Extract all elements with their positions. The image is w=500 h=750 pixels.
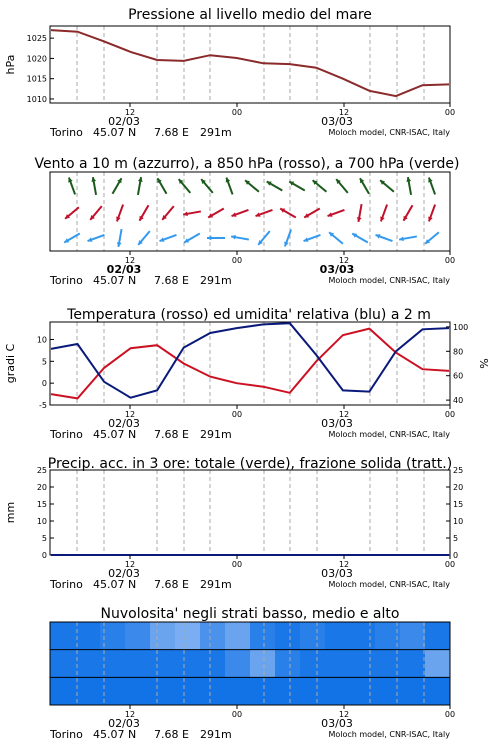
time-tick-label: 00 bbox=[444, 410, 456, 419]
y2-tick-label: 20 bbox=[453, 483, 464, 492]
cloud-cell-medio bbox=[225, 650, 251, 678]
cloud-cell-alto bbox=[225, 622, 251, 650]
wind-arrow-10m bbox=[329, 232, 343, 244]
temperature-line bbox=[51, 329, 449, 399]
y-tick-label: 5 bbox=[41, 534, 47, 543]
date-label: 03/03 bbox=[321, 417, 353, 430]
wind-arrow-700hPa bbox=[406, 177, 411, 195]
y-tick-label: 10 bbox=[36, 335, 47, 345]
cloud-cell-alto bbox=[75, 622, 101, 650]
cloud-cell-basso bbox=[50, 677, 76, 705]
cloud-cell-medio bbox=[200, 650, 226, 678]
y-axis-label: gradi C bbox=[4, 343, 17, 384]
cloud-cell-alto bbox=[350, 622, 376, 650]
chart-title-5: Nuvolosita' negli strati basso, medio e alto bbox=[100, 606, 400, 622]
wind-arrow-700hPa bbox=[158, 178, 167, 194]
wind-arrow-10m bbox=[399, 236, 417, 241]
cloud-cell-medio bbox=[50, 650, 76, 678]
station-lat: 45.07 N bbox=[93, 428, 137, 441]
station-lat: 45.07 N bbox=[93, 126, 137, 139]
time-tick-label: 12 bbox=[338, 560, 350, 569]
time-tick-label: 00 bbox=[444, 256, 456, 265]
wind-arrow-10m bbox=[184, 234, 200, 243]
y-tick-label: 1015 bbox=[26, 74, 47, 84]
station-lat: 45.07 N bbox=[93, 728, 137, 741]
cloud-cell-alto bbox=[200, 622, 226, 650]
wind-arrow-850hPa bbox=[116, 205, 123, 222]
y-tick-label: -5 bbox=[39, 401, 47, 410]
model-credit: Moloch model, CNR-ISAC, Italy bbox=[328, 430, 450, 439]
station-elev: 291m bbox=[200, 428, 232, 441]
cloud-cell-medio bbox=[400, 650, 426, 678]
wind-arrow-10m bbox=[376, 234, 393, 241]
model-credit: Moloch model, CNR-ISAC, Italy bbox=[328, 580, 450, 589]
model-credit: Moloch model, CNR-ISAC, Italy bbox=[328, 128, 450, 137]
wind-arrow-700hPa bbox=[226, 178, 233, 195]
cloud-cell-basso bbox=[175, 677, 201, 705]
cloud-cell-alto bbox=[275, 622, 301, 650]
station-lon: 7.68 E bbox=[154, 274, 189, 287]
wind-arrow-850hPa bbox=[140, 205, 149, 221]
y-tick-label: 5 bbox=[41, 357, 47, 367]
y-tick-label: 20 bbox=[36, 483, 47, 492]
cloud-cell-alto bbox=[400, 622, 426, 650]
wind-arrow-850hPa bbox=[208, 209, 224, 218]
y2-tick-label: 100 bbox=[453, 322, 469, 332]
wind-arrow-700hPa bbox=[313, 180, 327, 192]
time-tick-label: 12 bbox=[124, 108, 136, 117]
station-name: Torino bbox=[50, 728, 83, 741]
time-tick-label: 00 bbox=[231, 108, 243, 117]
wind-arrow-850hPa bbox=[232, 210, 249, 217]
cloud-cell-medio bbox=[325, 650, 351, 678]
time-tick-label: 12 bbox=[338, 710, 350, 719]
station-name: Torino bbox=[50, 274, 83, 287]
wind-arrow-850hPa bbox=[380, 205, 387, 222]
time-tick-label: 12 bbox=[124, 410, 136, 419]
y2-tick-label: 5 bbox=[453, 534, 459, 543]
y2-tick-label: 0 bbox=[453, 551, 459, 560]
time-tick-label: 00 bbox=[231, 710, 243, 719]
y-axis-label: mm bbox=[4, 501, 17, 524]
cloud-cell-basso bbox=[275, 677, 301, 705]
pressure-line bbox=[51, 30, 449, 96]
cloud-cell-basso bbox=[250, 677, 276, 705]
time-tick-label: 12 bbox=[338, 410, 350, 419]
station-lon: 7.68 E bbox=[154, 728, 189, 741]
wind-arrow-10m bbox=[117, 229, 122, 247]
station-elev: 291m bbox=[200, 126, 232, 139]
time-tick-label: 12 bbox=[124, 560, 136, 569]
cloud-cell-medio bbox=[425, 650, 451, 678]
station-elev: 291m bbox=[200, 728, 232, 741]
cloud-cell-alto bbox=[175, 622, 201, 650]
y-tick-label: 10 bbox=[36, 517, 47, 526]
time-tick-label: 00 bbox=[231, 410, 243, 419]
y2-tick-label: 10 bbox=[453, 517, 464, 526]
wind-arrow-700hPa bbox=[91, 177, 96, 195]
station-lat: 45.07 N bbox=[93, 274, 137, 287]
cloud-cell-basso bbox=[200, 677, 226, 705]
wind-arrow-10m bbox=[304, 235, 321, 242]
time-tick-label: 12 bbox=[338, 108, 350, 117]
y-tick-label: 15 bbox=[36, 500, 47, 509]
cloud-cell-alto bbox=[50, 622, 76, 650]
cloud-cell-medio bbox=[175, 650, 201, 678]
model-credit: Moloch model, CNR-ISAC, Italy bbox=[328, 276, 450, 285]
wind-arrow-10m bbox=[231, 235, 249, 240]
wind-arrow-850hPa bbox=[328, 210, 345, 217]
wind-arrow-10m bbox=[138, 231, 150, 245]
date-label: 03/03 bbox=[319, 263, 355, 276]
y2-tick-label: 25 bbox=[453, 466, 464, 475]
date-label: 03/03 bbox=[321, 115, 353, 128]
y-axis-label: hPa bbox=[4, 54, 17, 75]
cloud-cell-basso bbox=[150, 677, 176, 705]
time-tick-label: 12 bbox=[338, 256, 350, 265]
wind-arrow-850hPa bbox=[90, 206, 102, 220]
wind-arrow-700hPa bbox=[267, 182, 283, 191]
cloud-cell-alto bbox=[250, 622, 276, 650]
cloud-cell-basso bbox=[400, 677, 426, 705]
wind-arrow-850hPa bbox=[162, 206, 174, 220]
station-name: Torino bbox=[50, 578, 83, 591]
cloud-cell-medio bbox=[350, 650, 376, 678]
chart-title-2: Vento a 10 m (azzurro), a 850 hPa (rosso), a 700 hPa (verde) bbox=[34, 156, 460, 172]
time-tick-label: 00 bbox=[444, 710, 456, 719]
y-tick-label: 1020 bbox=[26, 54, 47, 64]
y2-tick-label: 15 bbox=[453, 500, 464, 509]
humidity-line bbox=[51, 323, 449, 398]
y-tick-label: 0 bbox=[41, 379, 47, 389]
cloud-cell-alto bbox=[425, 622, 451, 650]
station-name: Torino bbox=[50, 126, 83, 139]
y-tick-label: 25 bbox=[36, 466, 47, 475]
y2-axis-label: % bbox=[478, 358, 491, 369]
cloud-cell-basso bbox=[75, 677, 101, 705]
station-lon: 7.68 E bbox=[154, 126, 189, 139]
station-name: Torino bbox=[50, 428, 83, 441]
time-tick-label: 00 bbox=[231, 560, 243, 569]
wind-arrow-700hPa bbox=[428, 178, 435, 195]
wind-arrow-head bbox=[207, 236, 211, 241]
station-lon: 7.68 E bbox=[154, 428, 189, 441]
date-label: 02/03 bbox=[108, 115, 140, 128]
wind-arrow-700hPa bbox=[138, 177, 143, 195]
y-tick-label: 1025 bbox=[26, 34, 47, 44]
cloud-cell-medio bbox=[275, 650, 301, 678]
chart-title-3: Temperatura (rosso) ed umidita' relativa (blu) a 2 m bbox=[67, 307, 431, 323]
wind-arrow-700hPa bbox=[113, 178, 122, 194]
date-label: 02/03 bbox=[108, 567, 140, 580]
wind-arrow-700hPa bbox=[360, 178, 369, 194]
wind-arrow-850hPa bbox=[404, 205, 413, 221]
time-tick-label: 12 bbox=[124, 710, 136, 719]
wind-arrow-850hPa bbox=[428, 205, 435, 222]
y2-tick-label: 80 bbox=[453, 347, 464, 357]
wind-arrow-700hPa bbox=[289, 182, 305, 191]
wind-arrow-700hPa bbox=[336, 179, 348, 193]
cloud-cell-alto bbox=[150, 622, 176, 650]
wind-arrow-700hPa bbox=[201, 179, 213, 193]
date-label: 02/03 bbox=[108, 417, 140, 430]
time-tick-label: 00 bbox=[231, 256, 243, 265]
wind-arrow-700hPa bbox=[68, 178, 75, 195]
station-elev: 291m bbox=[200, 578, 232, 591]
wind-arrow-850hPa bbox=[357, 204, 362, 222]
time-tick-label: 00 bbox=[444, 108, 456, 117]
cloud-cell-basso bbox=[325, 677, 351, 705]
panel-4-frame bbox=[50, 470, 450, 555]
date-label: 02/03 bbox=[108, 717, 140, 730]
y2-tick-label: 40 bbox=[453, 396, 464, 406]
y2-tick-label: 60 bbox=[453, 371, 464, 381]
chart-title-4: Precip. acc. in 3 ore: totale (verde), frazione solida (tratt.) bbox=[47, 456, 453, 472]
panel-1-frame bbox=[50, 26, 450, 103]
cloud-cell-basso bbox=[300, 677, 326, 705]
cloud-cell-basso bbox=[225, 677, 251, 705]
date-label: 03/03 bbox=[321, 567, 353, 580]
wind-arrow-10m bbox=[352, 234, 368, 243]
wind-arrow-700hPa bbox=[380, 180, 394, 192]
cloud-cell-medio bbox=[150, 650, 176, 678]
cloud-cell-basso bbox=[425, 677, 451, 705]
wind-arrow-10m bbox=[88, 235, 105, 242]
cloud-cell-medio bbox=[250, 650, 276, 678]
wind-arrow-10m bbox=[425, 232, 439, 244]
wind-arrow-10m bbox=[160, 235, 177, 242]
cloud-cell-medio bbox=[75, 650, 101, 678]
station-lon: 7.68 E bbox=[154, 578, 189, 591]
cloud-cell-medio bbox=[125, 650, 151, 678]
wind-arrow-850hPa bbox=[183, 211, 201, 216]
wind-arrow-700hPa bbox=[245, 180, 259, 192]
cloud-cell-alto bbox=[125, 622, 151, 650]
y-tick-label: 1010 bbox=[26, 94, 47, 104]
station-elev: 291m bbox=[200, 274, 232, 287]
chart-title-1: Pressione al livello medio del mare bbox=[128, 7, 372, 23]
cloud-cell-alto bbox=[325, 622, 351, 650]
y-tick-label: 0 bbox=[41, 551, 47, 560]
cloud-cell-basso bbox=[125, 677, 151, 705]
cloud-cell-medio bbox=[300, 650, 326, 678]
time-tick-label: 12 bbox=[124, 256, 136, 265]
date-label: 02/03 bbox=[106, 263, 142, 276]
date-label: 03/03 bbox=[321, 717, 353, 730]
station-lat: 45.07 N bbox=[93, 578, 137, 591]
time-tick-label: 00 bbox=[444, 560, 456, 569]
cloud-cell-alto bbox=[300, 622, 326, 650]
model-credit: Moloch model, CNR-ISAC, Italy bbox=[328, 730, 450, 739]
cloud-cell-basso bbox=[350, 677, 376, 705]
wind-arrow-850hPa bbox=[280, 209, 296, 218]
